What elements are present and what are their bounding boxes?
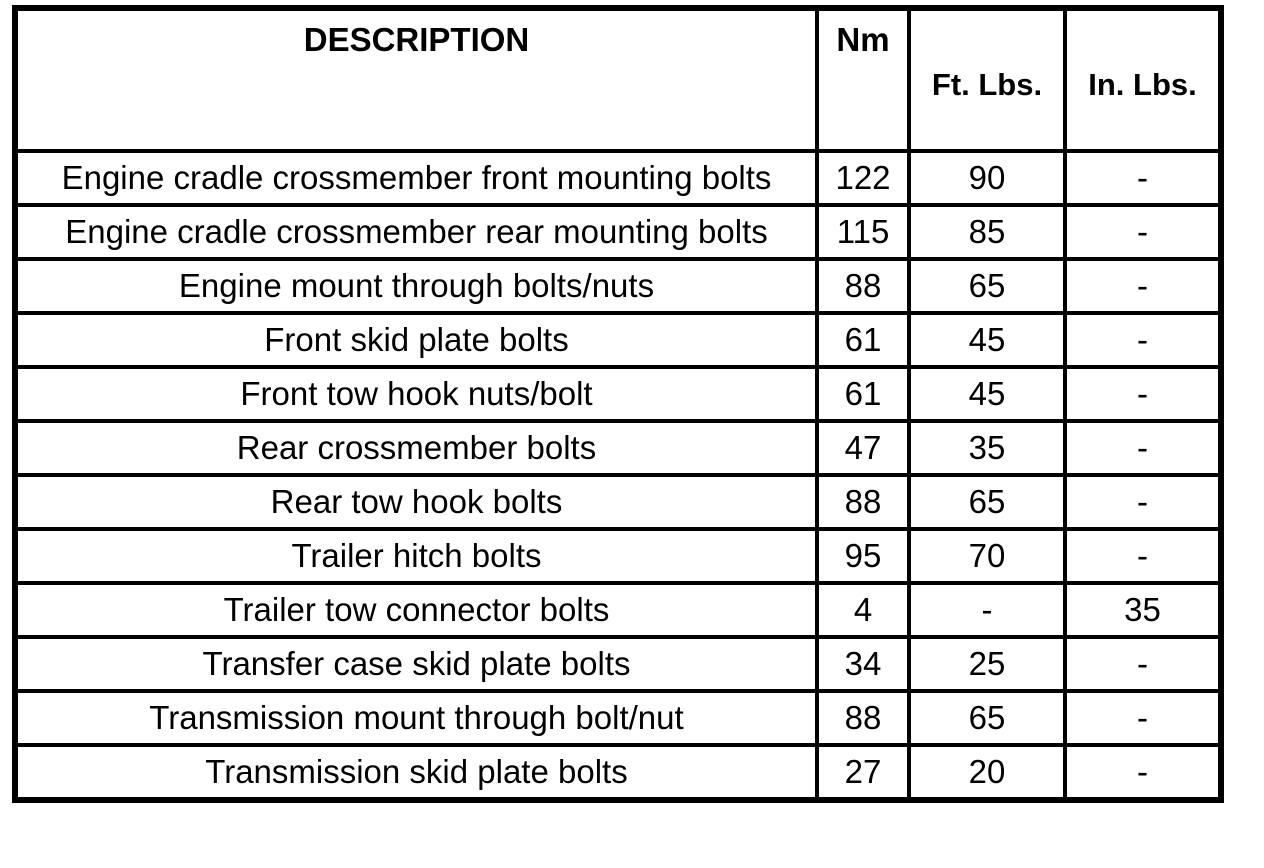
cell-description: Transmission skid plate bolts (15, 745, 817, 800)
cell-nm: 47 (817, 421, 909, 475)
cell-in-lbs: - (1065, 691, 1221, 745)
cell-ft-lbs: 90 (909, 151, 1065, 205)
cell-ft-lbs: 35 (909, 421, 1065, 475)
cell-ft-lbs: 45 (909, 367, 1065, 421)
table-row (15, 583, 1221, 637)
cell-in-lbs: - (1065, 313, 1221, 367)
cell-in-lbs: - (1065, 475, 1221, 529)
table-row (15, 475, 1221, 529)
cell-nm: 88 (817, 475, 909, 529)
cell-in-lbs: - (1065, 259, 1221, 313)
cell-nm: 95 (817, 529, 909, 583)
cell-description: Front skid plate bolts (15, 313, 817, 367)
table-row (15, 205, 1221, 259)
cell-nm: 4 (817, 583, 909, 637)
table-row (15, 259, 1221, 313)
table-row (15, 367, 1221, 421)
header-in-lbs: In. Lbs. (1065, 8, 1221, 151)
cell-in-lbs: - (1065, 205, 1221, 259)
torque-spec-table (12, 5, 1224, 803)
cell-ft-lbs: 85 (909, 205, 1065, 259)
cell-nm: 27 (817, 745, 909, 800)
cell-ft-lbs: 70 (909, 529, 1065, 583)
cell-ft-lbs: 20 (909, 745, 1065, 800)
cell-in-lbs: - (1065, 745, 1221, 800)
table-row (15, 151, 1221, 205)
cell-ft-lbs: 45 (909, 313, 1065, 367)
cell-in-lbs: - (1065, 529, 1221, 583)
table-row (15, 421, 1221, 475)
header-ft-lbs: Ft. Lbs. (909, 8, 1065, 151)
cell-in-lbs: - (1065, 151, 1221, 205)
table-row (15, 745, 1221, 800)
cell-ft-lbs: 25 (909, 637, 1065, 691)
cell-nm: 88 (817, 259, 909, 313)
cell-ft-lbs: 65 (909, 259, 1065, 313)
cell-description: Transfer case skid plate bolts (15, 637, 817, 691)
table-header-row (15, 8, 1221, 151)
cell-ft-lbs: 65 (909, 475, 1065, 529)
cell-in-lbs: - (1065, 637, 1221, 691)
cell-description: Rear tow hook bolts (15, 475, 817, 529)
header-nm: Nm (817, 8, 909, 151)
table-row (15, 691, 1221, 745)
cell-nm: 122 (817, 151, 909, 205)
table-row (15, 313, 1221, 367)
cell-ft-lbs: - (909, 583, 1065, 637)
cell-nm: 34 (817, 637, 909, 691)
cell-in-lbs: - (1065, 367, 1221, 421)
cell-nm: 61 (817, 367, 909, 421)
cell-in-lbs: 35 (1065, 583, 1221, 637)
cell-in-lbs: - (1065, 421, 1221, 475)
cell-description: Engine mount through bolts/nuts (15, 259, 817, 313)
cell-nm: 88 (817, 691, 909, 745)
header-description: DESCRIPTION (15, 8, 817, 151)
cell-description: Rear crossmember bolts (15, 421, 817, 475)
cell-nm: 61 (817, 313, 909, 367)
cell-nm: 115 (817, 205, 909, 259)
table-row (15, 637, 1221, 691)
table-row (15, 529, 1221, 583)
cell-description: Transmission mount through bolt/nut (15, 691, 817, 745)
cell-description: Trailer hitch bolts (15, 529, 817, 583)
cell-description: Front tow hook nuts/bolt (15, 367, 817, 421)
cell-description: Engine cradle crossmember front mounting bolts (15, 151, 817, 205)
cell-ft-lbs: 65 (909, 691, 1065, 745)
cell-description: Engine cradle crossmember rear mounting bolts (15, 205, 817, 259)
cell-description: Trailer tow connector bolts (15, 583, 817, 637)
